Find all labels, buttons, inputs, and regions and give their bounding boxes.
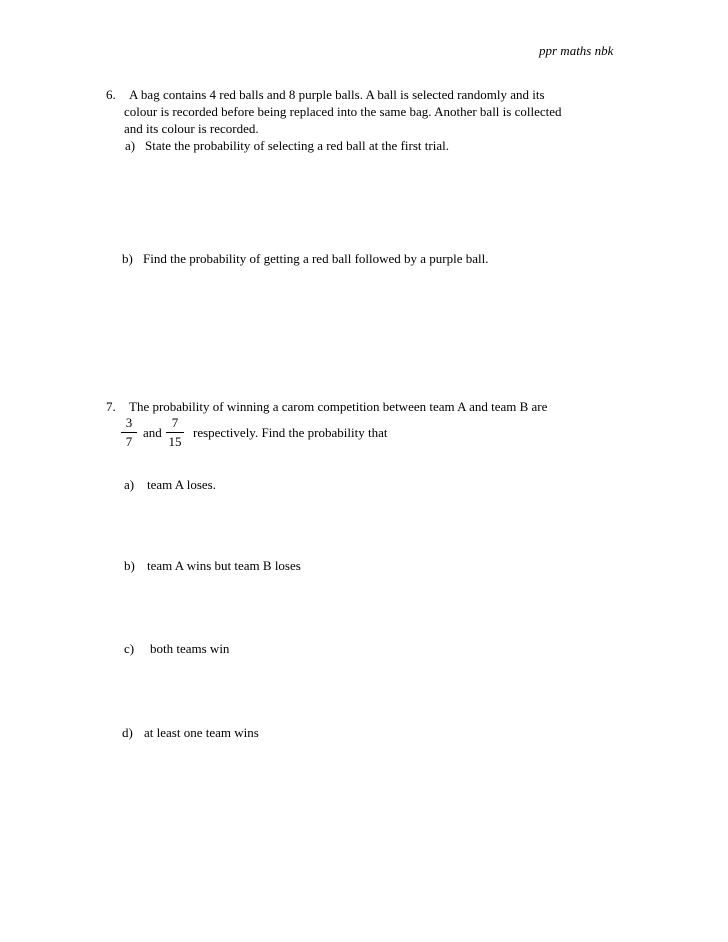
page-header: ppr maths nbk: [539, 43, 614, 58]
fraction-team-b: [165, 415, 185, 451]
question-text-line: and its colour is recorded.: [124, 121, 259, 136]
part-text: at least one team wins: [144, 725, 259, 740]
part-text: State the probability of selecting a red ball at the first trial.: [145, 138, 449, 153]
part-label: c): [124, 641, 135, 656]
fraction-team-a: [120, 415, 138, 451]
question-number: 6.: [106, 87, 116, 102]
fraction-bar: [166, 432, 184, 433]
question-text-line: colour is recorded before being replaced into the same bag. Another ball is collected: [124, 104, 562, 119]
question-text-line: The probability of winning a carom competition between team A and team B are: [129, 399, 548, 414]
question-text-line: respectively. Find the probability that: [193, 425, 388, 440]
part-label: a): [124, 477, 135, 492]
fraction-denominator: 15: [168, 434, 182, 449]
fraction-bar: [121, 432, 137, 433]
question-number: 7.: [106, 399, 116, 414]
part-label: d): [122, 725, 133, 740]
part-label: a): [125, 138, 136, 153]
part-label: b): [122, 251, 133, 266]
fraction-numerator: 7: [171, 415, 179, 430]
part-text: team A loses.: [147, 477, 216, 492]
part-text: team A wins but team B loses: [147, 558, 301, 573]
part-label: b): [124, 558, 135, 573]
fraction-connector: and: [143, 425, 162, 440]
fraction-denominator: 7: [125, 434, 133, 449]
question-text-line: A bag contains 4 red balls and 8 purple balls. A ball is selected randomly and its: [129, 87, 545, 102]
part-text: Find the probability of getting a red ball followed by a purple ball.: [143, 251, 489, 266]
fraction-numerator: 3: [125, 415, 133, 430]
part-text: both teams win: [150, 641, 230, 656]
